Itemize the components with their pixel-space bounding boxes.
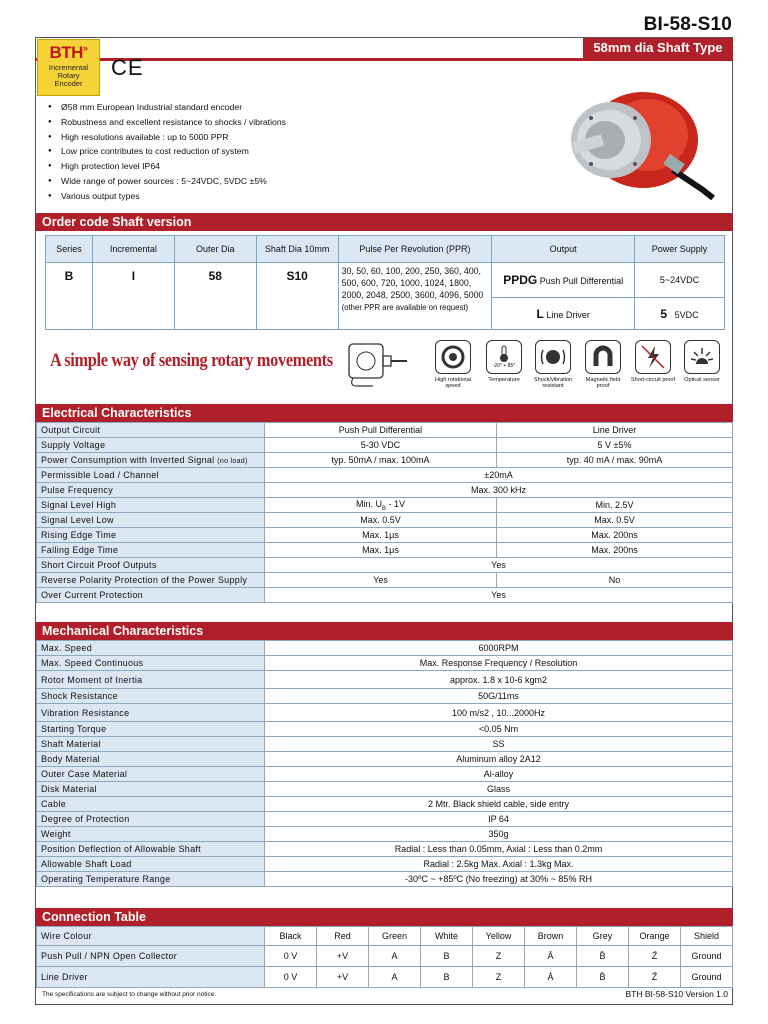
row-value-line-driver: Line Driver xyxy=(497,423,733,438)
row-label: Position Deflection of Allowable Shaft xyxy=(37,842,265,857)
short-circuit-icon xyxy=(640,344,666,370)
row-label: Power Consumption with Inverted Signal (no load) xyxy=(37,453,265,468)
row-value: ±20mA xyxy=(265,468,733,483)
wire-colour: White xyxy=(421,927,473,946)
encoder-product-photo xyxy=(553,80,723,200)
pin-value: Ground xyxy=(681,946,733,967)
feature-icon-optical: Optical sensor xyxy=(682,340,722,383)
row-label: Weight xyxy=(37,827,265,842)
row-label: Cable xyxy=(37,797,265,812)
pin-value: Z xyxy=(473,967,525,988)
incremental-value: I xyxy=(92,263,174,330)
row-label: Supply Voltage xyxy=(37,438,265,453)
row-value: SS xyxy=(265,737,733,752)
row-value-push-pull: Max. 0.5V xyxy=(265,513,497,528)
feature-item: ● High resolutions available : up to 5000 PPR xyxy=(48,130,286,145)
row-label: Shaft Material xyxy=(37,737,265,752)
shock-vibration-icon xyxy=(540,344,566,370)
row-value: 100 m/s2 , 10...2000Hz xyxy=(265,704,733,722)
logo-subtitle: Incremental Rotary Encoder xyxy=(48,63,89,88)
row-label: Rotor Moment of Inertia xyxy=(37,671,265,689)
output-ppdg: PPDG Push Pull Differential xyxy=(492,263,635,298)
order-code-table xyxy=(45,235,725,330)
optical-sensor-icon xyxy=(689,344,715,370)
row-value-line-driver: No xyxy=(497,573,733,588)
footer-version: BTH BI-58-S10 Version 1.0 xyxy=(625,989,728,999)
row-value: 2 Mtr. Black shield cable, side entry xyxy=(265,797,733,812)
row-label: Line Driver xyxy=(37,967,265,988)
table-row xyxy=(37,872,733,887)
table-row xyxy=(37,752,733,767)
pin-value: Ā xyxy=(525,946,577,967)
row-label: Disk Material xyxy=(37,782,265,797)
pin-value: 0 V xyxy=(265,967,317,988)
row-label: Max. Speed Continuous xyxy=(37,656,265,671)
row-label: Falling Edge Time xyxy=(37,543,265,558)
row-label: Degree of Protection xyxy=(37,812,265,827)
ce-mark: CE xyxy=(111,55,144,80)
row-value: 350g xyxy=(265,827,733,842)
row-value: 50G/11ms xyxy=(265,689,733,704)
table-row xyxy=(37,528,733,543)
slogan: A simple way of sensing rotary movements xyxy=(50,350,333,371)
row-value: Yes xyxy=(265,588,733,603)
header-incremental: Incremental xyxy=(92,236,174,263)
wire-colour: Red xyxy=(317,927,369,946)
connection-table xyxy=(36,926,733,988)
wire-colour: Grey xyxy=(577,927,629,946)
row-label: Rising Edge Time xyxy=(37,528,265,543)
table-row xyxy=(37,827,733,842)
header-outer-dia: Outer Dia xyxy=(174,236,256,263)
row-value-push-pull: Yes xyxy=(265,573,497,588)
feature-item: ● Wide range of power sources : 5~24VDC, 5VDC ±5% xyxy=(48,174,286,189)
header-shaft-dia: Shaft Dia 10mm xyxy=(256,236,338,263)
row-label: Starting Torque xyxy=(37,722,265,737)
row-value: Aluminum alloy 2A12 xyxy=(265,752,733,767)
wire-colour: Shield xyxy=(681,927,733,946)
pin-value: B̄ xyxy=(577,967,629,988)
header-power-supply: Power Supply xyxy=(635,236,725,263)
pin-value: +V xyxy=(317,946,369,967)
mechanical-table xyxy=(36,640,733,887)
outer-dia-value: 58 xyxy=(174,263,256,330)
row-label: Shock Resistance xyxy=(37,689,265,704)
row-value: Radial : 2.5kg Max. Axial : 1.3kg Max. xyxy=(265,857,733,872)
feature-icon-magnetic: Magnetic field proof xyxy=(583,340,623,390)
wire-colour: Orange xyxy=(629,927,681,946)
feature-icon-shock: Shock/vibration resistant xyxy=(533,340,573,390)
table-row xyxy=(37,641,733,656)
high-rotational-speed-icon xyxy=(440,344,466,370)
table-row xyxy=(37,483,733,498)
logo-brand: BTH» xyxy=(49,43,88,62)
row-value-push-pull: typ. 50mA / max. 100mA xyxy=(265,453,497,468)
header-output: Output xyxy=(492,236,635,263)
table-row xyxy=(37,543,733,558)
row-label: Wire Colour xyxy=(37,927,265,946)
table-row xyxy=(37,513,733,528)
temperature-icon xyxy=(495,345,513,363)
supply-line-driver: 5 5VDC xyxy=(635,298,725,330)
row-value: Yes xyxy=(265,558,733,573)
feature-icon-high-speed: High rotational speed xyxy=(433,340,473,390)
feature-item: ● Ø58 mm European Industrial standard encoder xyxy=(48,100,286,115)
row-value: 6000RPM xyxy=(265,641,733,656)
row-label: Vibration Resistance xyxy=(37,704,265,722)
pin-value: B̄ xyxy=(577,946,629,967)
model-title: BI-58-S10 xyxy=(643,14,732,35)
table-row xyxy=(37,927,733,946)
row-value-push-pull: 5-30 VDC xyxy=(265,438,497,453)
row-value-line-driver: Max. 0.5V xyxy=(497,513,733,528)
wire-colour: Yellow xyxy=(473,927,525,946)
ppr-values: 30, 50, 60, 100, 200, 250, 360, 400, 500, 600, 720, 1000, 1024, 1800, 2000, 2048, 2500, 3600, 4096, 5000 (other PPR are available on request) xyxy=(338,263,492,330)
table-row xyxy=(37,423,733,438)
row-value-push-pull: Min. $U_B - 1V$ xyxy=(265,498,497,513)
table-row xyxy=(37,946,733,967)
table-row xyxy=(37,671,733,689)
pin-value: B xyxy=(421,946,473,967)
pin-value: Z xyxy=(473,946,525,967)
pin-value: Z̄ xyxy=(629,946,681,967)
row-label: Outer Case Material xyxy=(37,767,265,782)
row-value-push-pull: Push Pull Differential xyxy=(265,423,497,438)
row-label: Body Material xyxy=(37,752,265,767)
row-value-push-pull: Max. 1μs xyxy=(265,543,497,558)
table-row xyxy=(37,722,733,737)
row-value: Max. 300 kHz xyxy=(265,483,733,498)
table-row xyxy=(37,812,733,827)
pin-value: +V xyxy=(317,967,369,988)
row-value: IP 64 xyxy=(265,812,733,827)
row-value: approx. 1.8 x 10-6 kgm2 xyxy=(265,671,733,689)
table-row xyxy=(37,689,733,704)
pin-value: B xyxy=(421,967,473,988)
row-value: Al-alloy xyxy=(265,767,733,782)
row-label: Short Circuit Proof Outputs xyxy=(37,558,265,573)
header-series: Series xyxy=(46,236,93,263)
row-value-push-pull: Max. 1μs xyxy=(265,528,497,543)
feature-list xyxy=(48,100,286,204)
row-label: Reverse Polarity Protection of the Power Supply xyxy=(37,573,265,588)
row-value: Max. Response Frequency / Resolution xyxy=(265,656,733,671)
wire-colour: Brown xyxy=(525,927,577,946)
row-value: -30ºC ~ +85ºC (No freezing) at 30% ~ 85% RH xyxy=(265,872,733,887)
table-row xyxy=(37,453,733,468)
pin-value: A xyxy=(369,967,421,988)
table-row xyxy=(37,797,733,812)
footer-note: The specifications are subject to change without prior notice. xyxy=(42,991,217,998)
pin-value: 0 V xyxy=(265,946,317,967)
row-value-line-driver: typ. 40 mA / max. 90mA xyxy=(497,453,733,468)
magnetic-field-icon xyxy=(590,344,616,370)
table-row xyxy=(37,468,733,483)
row-value-line-driver: Max. 200ns xyxy=(497,543,733,558)
row-value: Glass xyxy=(265,782,733,797)
row-label: Signal Level High xyxy=(37,498,265,513)
row-label: Operating Temperature Range xyxy=(37,872,265,887)
header-ppr: Pulse Per Revolution (PPR) xyxy=(338,236,492,263)
table-row xyxy=(37,588,733,603)
pin-value: Z̄ xyxy=(629,967,681,988)
wire-colour: Green xyxy=(369,927,421,946)
table-row xyxy=(37,857,733,872)
wire-colour: Black xyxy=(265,927,317,946)
shaft-dia-value: S10 xyxy=(256,263,338,330)
feature-item: ● Various output types xyxy=(48,189,286,204)
row-label: Signal Level Low xyxy=(37,513,265,528)
pin-value: Ā xyxy=(525,967,577,988)
feature-item: ● Low price contributes to cost reduction of system xyxy=(48,144,286,159)
series-value: B xyxy=(46,263,93,330)
electrical-title: Electrical Characteristics xyxy=(35,404,733,422)
table-row xyxy=(37,737,733,752)
table-row xyxy=(37,573,733,588)
subtitle-bar: 58mm dia Shaft Type xyxy=(583,38,733,58)
row-value-line-driver: Max. 200ns xyxy=(497,528,733,543)
pin-value: Ground xyxy=(681,967,733,988)
mechanical-title: Mechanical Characteristics xyxy=(35,622,733,640)
row-value: <0.05 Nm xyxy=(265,722,733,737)
order-code-title: Order code Shaft version xyxy=(35,213,733,231)
table-row xyxy=(37,842,733,857)
row-label: Permissible Load / Channel xyxy=(37,468,265,483)
electrical-table xyxy=(36,422,733,603)
row-label: Allowable Shaft Load xyxy=(37,857,265,872)
feature-item: ● High protection level IP64 xyxy=(48,159,286,174)
pin-value: A xyxy=(369,946,421,967)
supply-ppdg: 5~24VDC xyxy=(635,263,725,298)
row-label: Output Circuit xyxy=(37,423,265,438)
row-label: Max. Speed xyxy=(37,641,265,656)
row-value: Radial : Less than 0.05mm, Axial : Less than 0.2mm xyxy=(265,842,733,857)
table-row xyxy=(37,782,733,797)
row-value-line-driver: Min. 2.5V xyxy=(497,498,733,513)
output-line-driver: L Line Driver xyxy=(492,298,635,330)
feature-icon-short-circuit: Short-circuit proof xyxy=(633,340,673,383)
table-row xyxy=(37,967,733,988)
table-row xyxy=(37,704,733,722)
row-label: Over Current Protection xyxy=(37,588,265,603)
connection-title: Connection Table xyxy=(35,908,733,926)
bth-logo xyxy=(37,39,100,96)
row-label: Push Pull / NPN Open Collector xyxy=(37,946,265,967)
table-row xyxy=(37,656,733,671)
table-row xyxy=(37,438,733,453)
row-value-line-driver: 5 V ±5% xyxy=(497,438,733,453)
row-label: Pulse Frequency xyxy=(37,483,265,498)
feature-item: ● Robustness and excellent resistance to shocks / vibrations xyxy=(48,115,286,130)
table-row xyxy=(37,767,733,782)
table-row xyxy=(37,558,733,573)
encoder-line-drawing xyxy=(343,336,413,390)
feature-icon-temperature: -20° + 85° Temperature xyxy=(484,340,524,383)
table-row xyxy=(37,498,733,513)
